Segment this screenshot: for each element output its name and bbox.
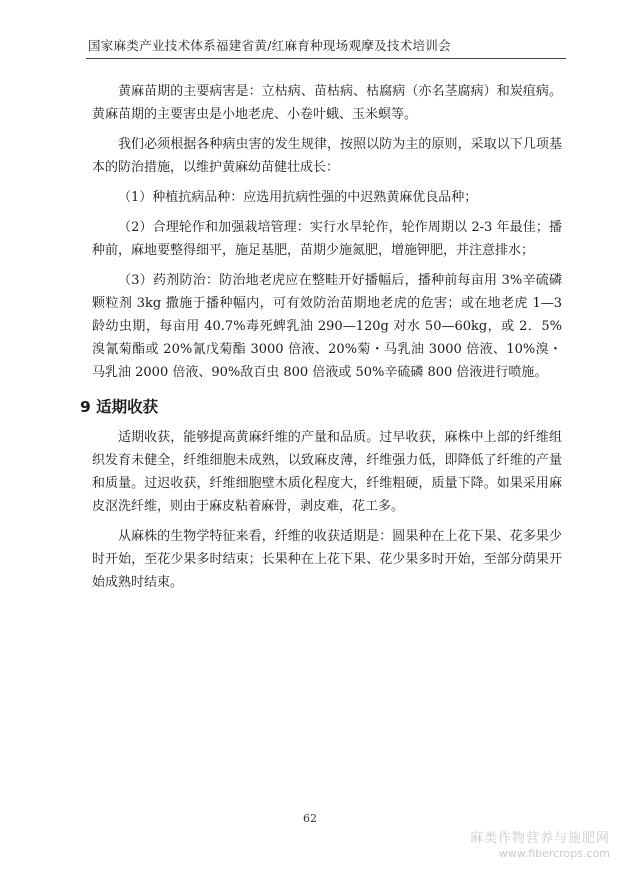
body-paragraph: 黄麻苗期的主要病害是：立枯病、苗枯病、枯腐病（亦名茎腐病）和炭疽病。黄麻苗期的主要害虫是小地老虎、小卷叶蛾、玉米螟等。 <box>92 84 562 122</box>
watermark-url: www.fibercrops.com <box>498 847 610 860</box>
page-body <box>80 80 562 594</box>
running-header: 国家麻类产业技术体系福建省黄/红麻育种现场观摩及技术培训会 <box>88 38 451 53</box>
body-paragraph: 我们必须根据各种病虫害的发生规律，按照以防为主的原则，采取以下几项基本的防治措施，以维护黄麻幼苗健壮成长： <box>92 137 562 175</box>
body-paragraph: 适期收获，能够提高黄麻纤维的产量和品质。过早收获，麻株中上部的纤维组织发育未健全，纤维细胞未成熟，以致麻皮薄，纤维强力低，即降低了纤维的产量和质量。过迟收获，纤维细胞壁木质化程度大，纤维粗硬，质量下降。如果采用麻皮沤洗纤维，则由于麻皮粘着麻骨，剥皮难，花工多。 <box>92 430 562 514</box>
list-item: （3）药剂防治：防治地老虎应在整畦开好播幅后，播种前每亩用 3%辛硫磷颗粒剂 3kg 撒施于播种幅内，可有效防治苗期地老虎的危害；或在地老虎 1—3 龄幼虫期，每亩用 40.7%毒死蜱乳油 290—120g 对水 50—60kg，或 2．5%溴氰菊酯或 20%氰戊菊酯 3000 倍液、20%菊・马乳油 3000 倍液、10%溴・马乳油 2000 倍液、90%敌百虫 800 倍液或 50%辛硫磷 800 倍液进行喷施。 <box>92 273 562 380</box>
list-item: （2）合理轮作和加强栽培管理：实行水旱轮作，轮作周期以 2-3 年最佳；播种前，麻地要整得细平，施足基肥，苗期少施氮肥，增施钾肥，并注意排水； <box>92 220 562 258</box>
list-item: （1）种植抗病品种：应选用抗病性强的中迟熟黄麻优良品种； <box>118 190 478 205</box>
body-paragraph: 从麻株的生物学特征来看，纤维的收获适期是：圆果种在上花下果、花多果少时开始，至花少果多时结束；长果种在上花下果、花少果多时开始，至部分荫果开始成熟时结束。 <box>92 529 562 590</box>
watermark <box>470 831 610 861</box>
section-heading: 9 适期收获 <box>80 398 159 416</box>
header-divider <box>86 58 566 59</box>
watermark-text: 麻类作物营养与施肥网 <box>469 831 610 846</box>
page-number: 62 <box>303 812 317 825</box>
